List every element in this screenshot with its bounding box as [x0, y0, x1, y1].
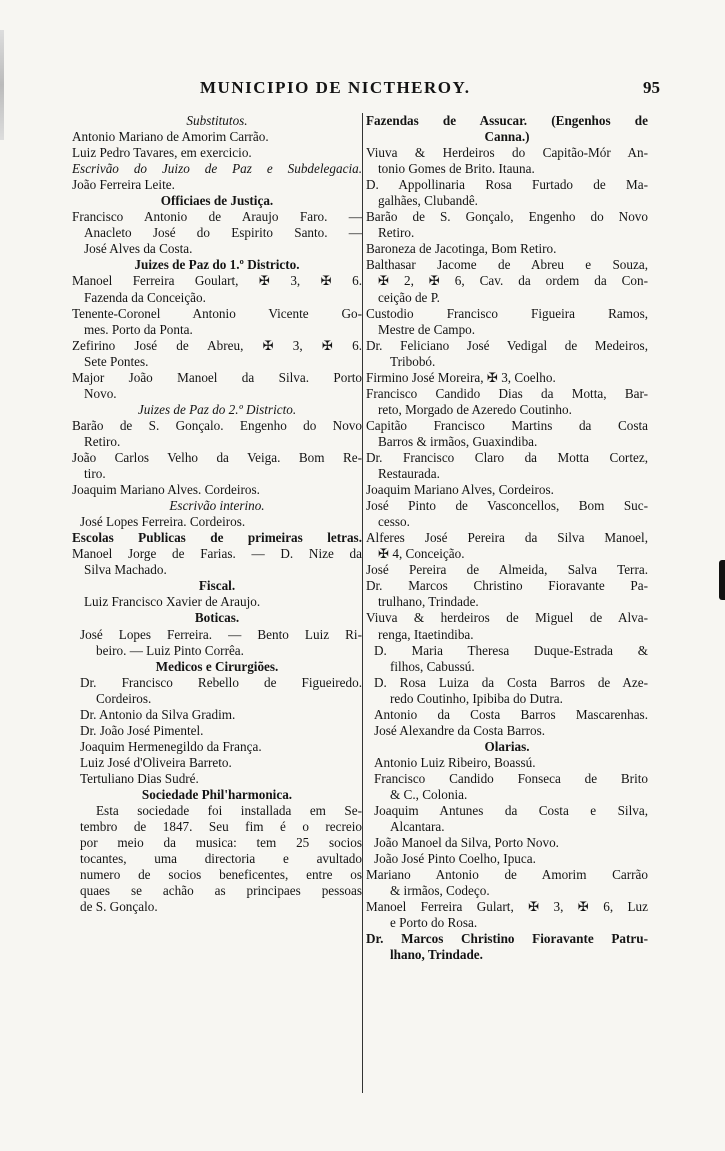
text-line: José Lopes Ferreira. — Bento Luiz Ri- [80, 626, 362, 642]
text-line: Francisco Antonio de Araujo Faro. — [72, 209, 362, 225]
text-line: mes. Porto da Ponta. [84, 321, 193, 337]
text-line: Antonio da Costa Barros Mascarenhas. [374, 706, 648, 722]
text-line: numero de socios beneficentes, entre os [80, 867, 362, 883]
text-line: Dr. Marcos Christino Fioravante Patru- [366, 931, 648, 947]
text-line: Tribobó. [390, 353, 436, 369]
text-line: Sete Pontes. [84, 353, 149, 369]
text-line: renga, Itaetindiba. [378, 626, 474, 642]
text-line: Luiz Francisco Xavier de Araujo. [84, 594, 261, 610]
text-line: Custodio Francisco Figueira Ramos, [366, 305, 648, 321]
text-line: Novo. [84, 385, 117, 401]
text-line: Luiz Pedro Tavares, em exercicio. [72, 145, 252, 161]
text-line: de S. Gonçalo. [80, 899, 158, 915]
text-line: Major João Manoel da Silva. Porto [72, 369, 362, 385]
text-line: tiro. [84, 466, 106, 482]
text-line: galhães, Clubandê. [378, 193, 478, 209]
text-line: Tertuliano Dias Sudré. [80, 770, 199, 786]
text-line: Firmino José Moreira, ✠ 3, Coelho. [366, 369, 556, 385]
text-line: D. Rosa Luiza da Costa Barros de Aze- [374, 674, 648, 690]
ink-blot [719, 560, 725, 600]
text-line: José Alves da Costa. [84, 241, 193, 257]
text-line: Dr. Francisco Rebello de Figueiredo. [80, 674, 362, 690]
text-line: José Pereira de Almeida, Salva Terra. [366, 562, 648, 578]
text-line: beiro. — Luiz Pinto Corrêa. [96, 642, 244, 658]
text-line: Baroneza de Jacotinga, Bom Retiro. [366, 241, 557, 257]
text-line: Manoel Ferreira Goulart, ✠ 3, ✠ 6. [72, 273, 362, 289]
text-line: Substitutos. [186, 113, 248, 128]
text-line: Barão de S. Gonçalo. Engenho do Novo [72, 417, 362, 433]
page-edge-shadow [0, 30, 4, 140]
text-line: Manoel Ferreira Gulart, ✠ 3, ✠ 6, Luz [366, 899, 648, 915]
text-line: Fazenda da Conceição. [84, 289, 206, 305]
text-line: Antonio Mariano de Amorim Carrão. [72, 129, 269, 145]
text-line: cesso. [378, 514, 410, 530]
text-line: Mestre de Campo. [378, 321, 476, 337]
text-line: Antonio Luiz Ribeiro, Boassú. [374, 754, 536, 770]
text-line: Boticas. [194, 610, 240, 626]
text-line: Mariano Antonio de Amorim Carrão [366, 867, 648, 883]
text-line: ceição de P. [378, 289, 440, 305]
text-line: Dr. Antonio da Silva Gradim. [80, 706, 236, 722]
text-line: Dr. Francisco Claro da Motta Cortez, [366, 449, 648, 465]
text-line: José Alexandre da Costa Barros. [374, 722, 546, 738]
text-line: Alcantara. [390, 819, 445, 835]
text-line: Tenente-Coronel Antonio Vicente Go- [72, 305, 362, 321]
text-line: João José Pinto Coelho, Ipuca. [374, 851, 536, 867]
text-line: Manoel Jorge de Farias. — D. Nize da [72, 546, 362, 562]
text-line: Anacleto José do Espirito Santo. — [84, 225, 362, 241]
text-line: Juizes de Paz do 1.º Districto. [134, 257, 300, 273]
text-line: Canna.) [484, 129, 530, 145]
text-line: por meio da musica: tem 25 socios [80, 835, 362, 851]
text-line: Dr. Marcos Christino Fioravante Pa- [366, 578, 648, 594]
text-line: ✠ 2, ✠ 6, Cav. da ordem da Con- [378, 273, 648, 289]
text-line: Joaquim Mariano Alves, Cordeiros. [366, 482, 554, 498]
text-line: Barros & irmãos, Guaxindiba. [378, 433, 538, 449]
text-line: Joaquim Antunes da Costa e Silva, [374, 803, 648, 819]
text-line: ✠ 4, Conceição. [378, 546, 465, 562]
text-line: Dr. João José Pimentel. [80, 722, 204, 738]
column-divider [362, 113, 363, 1093]
text-line: Juizes de Paz do 2.º Districto. [137, 401, 297, 417]
text-line: Alferes José Pereira da Silva Manoel, [366, 530, 648, 546]
text-line: e Porto do Rosa. [390, 915, 478, 931]
text-line: Joaquim Mariano Alves. Cordeiros. [72, 482, 260, 498]
text-line: tocantes, uma directoria e avultado [80, 851, 362, 867]
text-line: Sociedade Phil'harmonica. [141, 786, 293, 802]
text-line: tembro de 1847. Seu fim é o recreio [80, 819, 362, 835]
text-line: Escrivão interino. [169, 498, 265, 514]
text-line: Escolas Publicas de primeiras letras. [72, 530, 362, 546]
running-title: MUNICIPIO DE NICTHEROY. [200, 78, 471, 97]
text-line: Joaquim Hermenegildo da França. [80, 738, 262, 754]
text-line: Barão de S. Gonçalo, Engenho do Novo [366, 209, 648, 225]
right-column [366, 113, 648, 963]
text-line: Francisco Candido Fonseca de Brito [374, 770, 648, 786]
text-line: tonio Gomes de Brito. Itauna. [378, 161, 535, 177]
text-line: José Pinto de Vasconcellos, Bom Suc- [366, 498, 648, 514]
text-line: & irmãos, Codeço. [390, 883, 490, 899]
text-line: Zefirino José de Abreu, ✠ 3, ✠ 6. [72, 337, 362, 353]
text-line: Capitão Francisco Martins da Costa [366, 417, 648, 433]
text-line: Viuva & herdeiros de Miguel de Alva- [366, 610, 648, 626]
text-line: Retiro. [378, 225, 415, 241]
text-line: quaes se achão as principaes pessoas [80, 883, 362, 899]
text-line: Francisco Candido Dias da Motta, Bar- [366, 385, 648, 401]
text-line: Cordeiros. [96, 690, 152, 706]
text-line: filhos, Cabussú. [390, 658, 475, 674]
text-line: Fazendas de Assucar. (Engenhos de [366, 113, 648, 128]
text-line: João Ferreira Leite. [72, 177, 175, 193]
text-line: & C., Colonia. [390, 786, 468, 802]
text-line: João Manoel da Silva, Porto Novo. [374, 835, 559, 851]
text-line: José Lopes Ferreira. Cordeiros. [80, 514, 246, 530]
text-line: Balthasar Jacome de Abreu e Souza, [366, 257, 648, 273]
text-line: Escrivão do Juizo de Paz e Subdelegacia. [72, 161, 362, 177]
text-line: Olarias. [484, 738, 530, 754]
text-line: lhano, Trindade. [390, 947, 483, 963]
text-line: Fiscal. [198, 578, 236, 594]
text-line: Medicos e Cirurgiões. [155, 658, 279, 674]
text-line: Officiaes de Justiça. [160, 193, 274, 209]
text-line: Restaurada. [378, 466, 440, 482]
text-line: Viuva & Herdeiros do Capitão-Mór An- [366, 145, 648, 161]
text-line: redo Coutinho, Ipibiba do Dutra. [390, 690, 563, 706]
text-line: reto, Morgado de Azeredo Coutinho. [378, 401, 572, 417]
text-line: D. Appollinaria Rosa Furtado de Ma- [366, 177, 648, 193]
text-line: D. Maria Theresa Duque-Estrada & [374, 642, 648, 658]
text-line: João Carlos Velho da Veiga. Bom Re- [72, 449, 362, 465]
text-line: Dr. Feliciano José Vedigal de Medeiros, [366, 337, 648, 353]
text-line: Esta sociedade foi installada em Se- [96, 803, 362, 819]
left-column [72, 113, 362, 915]
page-header [130, 78, 660, 102]
text-line: Silva Machado. [84, 562, 167, 578]
text-line: Retiro. [84, 433, 121, 449]
text-line: trulhano, Trindade. [378, 594, 479, 610]
page-number: 95 [643, 78, 660, 97]
text-line: Luiz José d'Oliveira Barreto. [80, 754, 232, 770]
